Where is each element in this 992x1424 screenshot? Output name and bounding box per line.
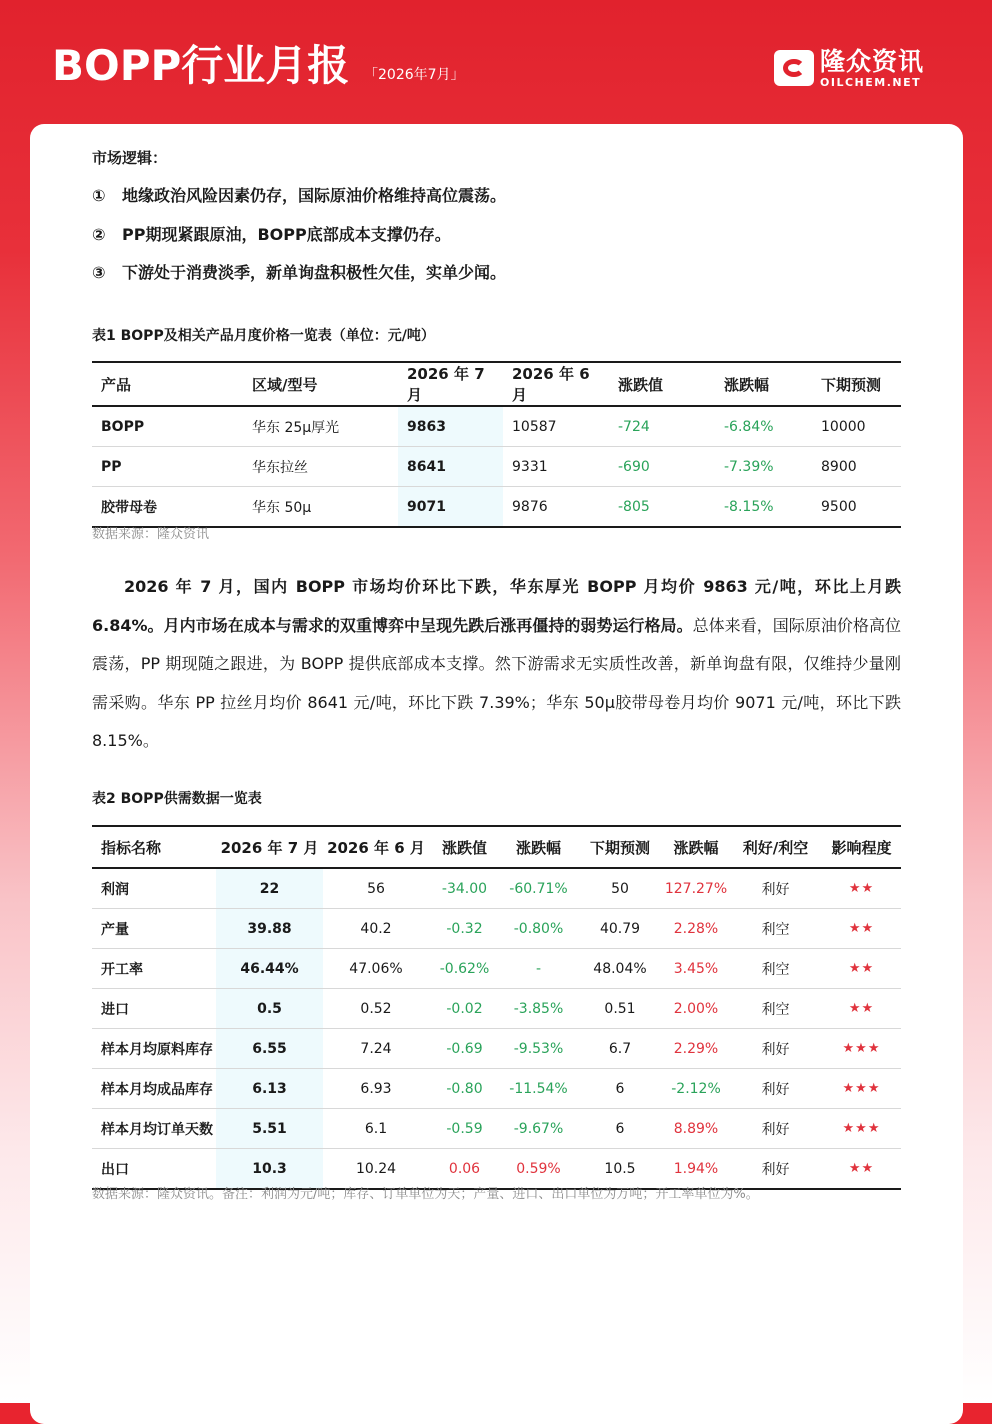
- table-cell: 48.04%: [577, 949, 663, 989]
- table-row: [92, 1109, 901, 1149]
- table-row: [92, 868, 901, 909]
- table-cell: 10.3: [216, 1149, 323, 1190]
- table-cell: 50: [577, 868, 663, 909]
- table-cell: -9.53%: [500, 1029, 577, 1069]
- logic-item-number: ①: [92, 186, 106, 205]
- table-cell: -690: [609, 447, 715, 487]
- table-cell: -34.00: [429, 868, 500, 909]
- table1-caption: 表1 BOPP及相关产品月度价格一览表（单位：元/吨）: [92, 328, 435, 344]
- column-header: 涨跌幅: [663, 826, 729, 868]
- impact-stars: ★★: [822, 989, 901, 1029]
- table-row: [92, 406, 901, 447]
- supply-demand-table: [92, 825, 901, 1190]
- table-cell: 华东 50μ: [243, 487, 398, 528]
- table-row: [92, 1069, 901, 1109]
- column-header: 2026 年 6 月: [323, 826, 429, 868]
- table-cell: 47.06%: [323, 949, 429, 989]
- table-cell: -6.84%: [715, 406, 812, 447]
- table-cell: 8900: [812, 447, 901, 487]
- table-cell: 利好: [729, 1149, 822, 1190]
- table-cell: -0.62%: [429, 949, 500, 989]
- table2-caption: 表2 BOPP供需数据一览表: [92, 791, 262, 807]
- table-cell: 8.89%: [663, 1109, 729, 1149]
- table2-source: 数据来源：隆众资讯。备注：利润为元/吨；库存、订单单位为天；产量、进口、出口单位为万吨；开工率单位为%。: [92, 1187, 759, 1202]
- price-table: [92, 361, 901, 528]
- column-header: 2026 年 7 月: [216, 826, 323, 868]
- table-cell: -: [500, 949, 577, 989]
- oilchem-logo: [774, 48, 939, 90]
- table-cell: -0.80: [429, 1069, 500, 1109]
- table-cell: 0.51: [577, 989, 663, 1029]
- column-header: 涨跌幅: [715, 362, 812, 406]
- impact-stars: ★★: [822, 909, 901, 949]
- table-row: [92, 1149, 901, 1190]
- table-cell: 6.13: [216, 1069, 323, 1109]
- table-cell: -0.32: [429, 909, 500, 949]
- table-cell: 2.00%: [663, 989, 729, 1029]
- table-cell: -0.80%: [500, 909, 577, 949]
- logic-item-number: ②: [92, 225, 106, 244]
- table-cell: 6: [577, 1069, 663, 1109]
- table-cell: 6.93: [323, 1069, 429, 1109]
- table-cell: -0.02: [429, 989, 500, 1029]
- market-logic-title: 市场逻辑：: [92, 149, 168, 167]
- impact-stars: ★★: [822, 868, 901, 909]
- table-cell: 9863: [398, 406, 503, 447]
- table-cell: -724: [609, 406, 715, 447]
- content-card: [30, 124, 963, 1424]
- table-cell: 利好: [729, 1069, 822, 1109]
- table-cell: 9876: [503, 487, 609, 528]
- table-cell: 40.2: [323, 909, 429, 949]
- logic-item-number: ③: [92, 263, 106, 282]
- table-cell: 10.5: [577, 1149, 663, 1190]
- column-header: 区域/型号: [243, 362, 398, 406]
- column-header: 涨跌值: [429, 826, 500, 868]
- table-cell: 40.79: [577, 909, 663, 949]
- column-header: 下期预测: [812, 362, 901, 406]
- table1-source: 数据来源：隆众资讯: [92, 527, 210, 542]
- table-cell: 7.24: [323, 1029, 429, 1069]
- table-cell: 39.88: [216, 909, 323, 949]
- indicator-cell: 产量: [92, 909, 216, 949]
- indicator-cell: 样本月均订单天数: [92, 1109, 216, 1149]
- column-header: 产品: [92, 362, 243, 406]
- impact-stars: ★★★: [822, 1029, 901, 1069]
- logic-item-text: 下游处于消费淡季，新单询盘积极性欠佳，实单少闻。: [122, 263, 507, 282]
- table-cell: 1.94%: [663, 1149, 729, 1190]
- table-cell: 56: [323, 868, 429, 909]
- table-cell: 0.06: [429, 1149, 500, 1190]
- table-cell: 华东拉丝: [243, 447, 398, 487]
- table-cell: -11.54%: [500, 1069, 577, 1109]
- table-cell: 0.59%: [500, 1149, 577, 1190]
- oilchem-logo-icon: [774, 50, 814, 86]
- table-cell: -0.69: [429, 1029, 500, 1069]
- impact-stars: ★★★: [822, 1109, 901, 1149]
- indicator-cell: 利润: [92, 868, 216, 909]
- paragraph-body: 总体来看，国际原油价格高位震荡，PP 期现随之跟进，为 BOPP 提供底部成本支撑。然下游需求无实质性改善，新单询盘有限，仅维持少量刚需采购。华东 PP 拉丝月均价 8641 元/吨，环比下跌 7.39%；华东 50μ胶带母卷月均价 9071 元/吨，环比下跌 8.15%。: [92, 615, 901, 750]
- table-cell: 华东 25μ厚光: [243, 406, 398, 447]
- table-cell: 8641: [398, 447, 503, 487]
- impact-stars: ★★: [822, 949, 901, 989]
- table-cell: 10587: [503, 406, 609, 447]
- table-cell: 5.51: [216, 1109, 323, 1149]
- table-cell: -0.59: [429, 1109, 500, 1149]
- table-row: [92, 447, 901, 487]
- table-cell: 利空: [729, 909, 822, 949]
- table-cell: 利空: [729, 949, 822, 989]
- table-cell: 3.45%: [663, 949, 729, 989]
- table-cell: 9331: [503, 447, 609, 487]
- table-cell: 6.55: [216, 1029, 323, 1069]
- table-header-row: [92, 362, 901, 406]
- column-header: 下期预测: [577, 826, 663, 868]
- table-cell: -3.85%: [500, 989, 577, 1029]
- table-cell: 6: [577, 1109, 663, 1149]
- column-header: 指标名称: [92, 826, 216, 868]
- table-cell: 利好: [729, 1109, 822, 1149]
- column-header: 涨跌值: [609, 362, 715, 406]
- table-cell: 6.1: [323, 1109, 429, 1149]
- table-cell: -8.15%: [715, 487, 812, 528]
- indicator-cell: 样本月均成品库存: [92, 1069, 216, 1109]
- logic-item-text: 地缘政治风险因素仍存，国际原油价格维持高位震荡。: [122, 186, 507, 205]
- product-cell: PP: [92, 447, 243, 487]
- table-cell: -7.39%: [715, 447, 812, 487]
- paragraph-bold-lead: 2026 年 7 月，国内 BOPP 市场均价环比下跌，华东厚光 BOPP 月均价 9863 元/吨，环比上月跌 6.84%。月内市场在成本与需求的双重博弈中呈现先跌后涨再僵持的弱势运行格局。: [92, 577, 901, 635]
- table-cell: 10.24: [323, 1149, 429, 1190]
- product-cell: 胶带母卷: [92, 487, 243, 528]
- table-cell: 9500: [812, 487, 901, 528]
- indicator-cell: 出口: [92, 1149, 216, 1190]
- table-cell: 利空: [729, 989, 822, 1029]
- table-cell: 9071: [398, 487, 503, 528]
- table-row: [92, 949, 901, 989]
- market-logic-item: [92, 262, 506, 284]
- report-title: BOPP行业月报: [52, 41, 350, 90]
- table-cell: 利好: [729, 1029, 822, 1069]
- table-cell: 10000: [812, 406, 901, 447]
- table-cell: 6.7: [577, 1029, 663, 1069]
- column-header: 利好/利空: [729, 826, 822, 868]
- indicator-cell: 开工率: [92, 949, 216, 989]
- table-cell: -2.12%: [663, 1069, 729, 1109]
- table-cell: 46.44%: [216, 949, 323, 989]
- indicator-cell: 样本月均原料库存: [92, 1029, 216, 1069]
- table-cell: 0.52: [323, 989, 429, 1029]
- indicator-cell: 进口: [92, 989, 216, 1029]
- table-cell: -9.67%: [500, 1109, 577, 1149]
- report-date: 「2026年7月」: [364, 67, 465, 83]
- table-cell: 0.5: [216, 989, 323, 1029]
- column-header: 影响程度: [822, 826, 901, 868]
- table-cell: -805: [609, 487, 715, 528]
- table-cell: 2.29%: [663, 1029, 729, 1069]
- product-cell: BOPP: [92, 406, 243, 447]
- logo-english-name: OILCHEM.NET: [820, 76, 922, 89]
- table-cell: 22: [216, 868, 323, 909]
- logo-chinese-name: 隆众资讯: [820, 47, 925, 76]
- impact-stars: ★★: [822, 1149, 901, 1190]
- table-cell: -60.71%: [500, 868, 577, 909]
- column-header: 2026 年 6 月: [503, 362, 609, 406]
- column-header: 涨跌幅: [500, 826, 577, 868]
- table-row: [92, 989, 901, 1029]
- table-row: [92, 909, 901, 949]
- table-cell: 127.27%: [663, 868, 729, 909]
- table-row: [92, 487, 901, 528]
- market-logic-item: [92, 185, 506, 207]
- table-cell: 2.28%: [663, 909, 729, 949]
- analysis-paragraph: [92, 568, 901, 761]
- report-header: [0, 0, 992, 125]
- column-header: 2026 年 7 月: [398, 362, 503, 406]
- market-logic-item: [92, 224, 451, 246]
- table-cell: 利好: [729, 868, 822, 909]
- impact-stars: ★★★: [822, 1069, 901, 1109]
- table-row: [92, 1029, 901, 1069]
- logic-item-text: PP期现紧跟原油，BOPP底部成本支撑仍存。: [122, 225, 451, 244]
- table-header-row: [92, 826, 901, 868]
